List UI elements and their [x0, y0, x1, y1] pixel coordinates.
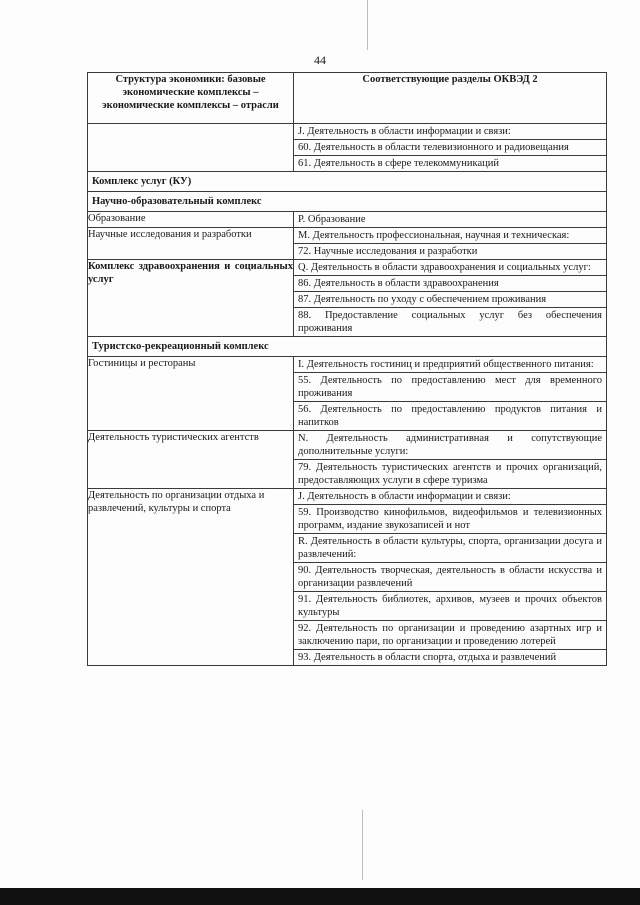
- okved-entry: Q. Деятельность в области здравоохранения и социальных услуг:: [298, 262, 591, 273]
- okved-entry: 72. Научные исследования и разработки: [294, 243, 606, 259]
- okved-entry: 88. Предоставление социальных услуг без обеспечения проживания: [294, 307, 606, 336]
- section-row: [88, 172, 607, 192]
- table-row: [88, 357, 607, 431]
- section-title: Комплекс услуг (КУ): [88, 172, 607, 192]
- scan-artifact-line: [367, 0, 368, 50]
- okved-entry: 61. Деятельность в сфере телекоммуникаций: [294, 155, 606, 171]
- scan-artifact-line: [362, 810, 363, 880]
- okved-sections-cell: [294, 124, 607, 172]
- okved-entry: P. Образование: [298, 214, 366, 225]
- economy-sector-cell: Деятельность по организации отдыха и развлечений, культуры и спорта: [88, 489, 294, 666]
- section-row: [88, 337, 607, 357]
- okved-entry: I. Деятельность гостиниц и предприятий общественного питания:: [298, 359, 594, 370]
- economy-sector-cell: Деятельность туристических агентств: [88, 431, 294, 489]
- okved-sections-cell: [294, 212, 607, 228]
- okved-entry: 59. Производство кинофильмов, видеофильмов и телевизионных программ, издание звукозаписей и нот: [294, 504, 606, 533]
- okved-entry: 91. Деятельность библиотек, архивов, музеев и прочих объектов культуры: [294, 591, 606, 620]
- okved-sections-cell: [294, 489, 607, 666]
- table-row: [88, 489, 607, 666]
- okved-entry: J. Деятельность в области информации и связи:: [298, 491, 511, 502]
- table-row: [88, 124, 607, 172]
- okved-entry: 93. Деятельность в области спорта, отдыха и развлечений: [294, 649, 606, 665]
- okved-sections-cell: [294, 260, 607, 337]
- scan-bottom-edge: [0, 888, 640, 905]
- okved-entry: R. Деятельность в области культуры, спорта, организации досуга и развлечений:: [294, 533, 606, 562]
- okved-sections-cell: [294, 431, 607, 489]
- okved-entry: M. Деятельность профессиональная, научная и техническая:: [298, 230, 570, 241]
- economy-sector-cell: Гостиницы и рестораны: [88, 357, 294, 431]
- section-row: [88, 192, 607, 212]
- okved-entry: 79. Деятельность туристических агентств и прочих организаций, предоставляющих услуги в сфере туризма: [294, 459, 606, 488]
- header-economy-structure: Структура экономики: базовые экономические комплексы – экономические комплексы – отрасли: [88, 73, 294, 124]
- okved-entry: 56. Деятельность по предоставлению продуктов питания и напитков: [294, 401, 606, 430]
- table-body: [88, 124, 607, 666]
- page-number: 44: [314, 53, 326, 67]
- okved-entry: 60. Деятельность в области телевизионного и радиовещания: [294, 139, 606, 155]
- section-title: Научно-образовательный комплекс: [88, 192, 607, 212]
- okved-entry: N. Деятельность административная и сопутствующие дополнительные услуги:: [298, 433, 602, 457]
- okved-sections-cell: [294, 357, 607, 431]
- table-row: [88, 431, 607, 489]
- table-row: [88, 228, 607, 260]
- okved-entry: 86. Деятельность в области здравоохранения: [294, 275, 606, 291]
- economy-sector-cell: Научные исследования и разработки: [88, 228, 294, 260]
- table-row: [88, 212, 607, 228]
- okved-entry: J. Деятельность в области информации и связи:: [298, 126, 511, 137]
- okved-entry: 90. Деятельность творческая, деятельность в области искусства и организации развлечений: [294, 562, 606, 591]
- okved-entry: 55. Деятельность по предоставлению мест для временного проживания: [294, 372, 606, 401]
- economy-sector-cell: Образование: [88, 212, 294, 228]
- header-okved-sections: Соответствующие разделы ОКВЭД 2: [294, 73, 607, 124]
- okved-mapping-table: [87, 72, 607, 666]
- section-title: Туристско-рекреационный комплекс: [88, 337, 607, 357]
- okved-entry: 87. Деятельность по уходу с обеспечением проживания: [294, 291, 606, 307]
- economy-sector-cell: [88, 124, 294, 172]
- okved-sections-cell: [294, 228, 607, 260]
- table-row: [88, 260, 607, 337]
- economy-sector-cell: Комплекс здравоохранения и социальных услуг: [88, 260, 294, 337]
- okved-entry: 92. Деятельность по организации и проведению азартных игр и заключению пари, по организации и проведению лотерей: [294, 620, 606, 649]
- table-header-row: [88, 73, 607, 124]
